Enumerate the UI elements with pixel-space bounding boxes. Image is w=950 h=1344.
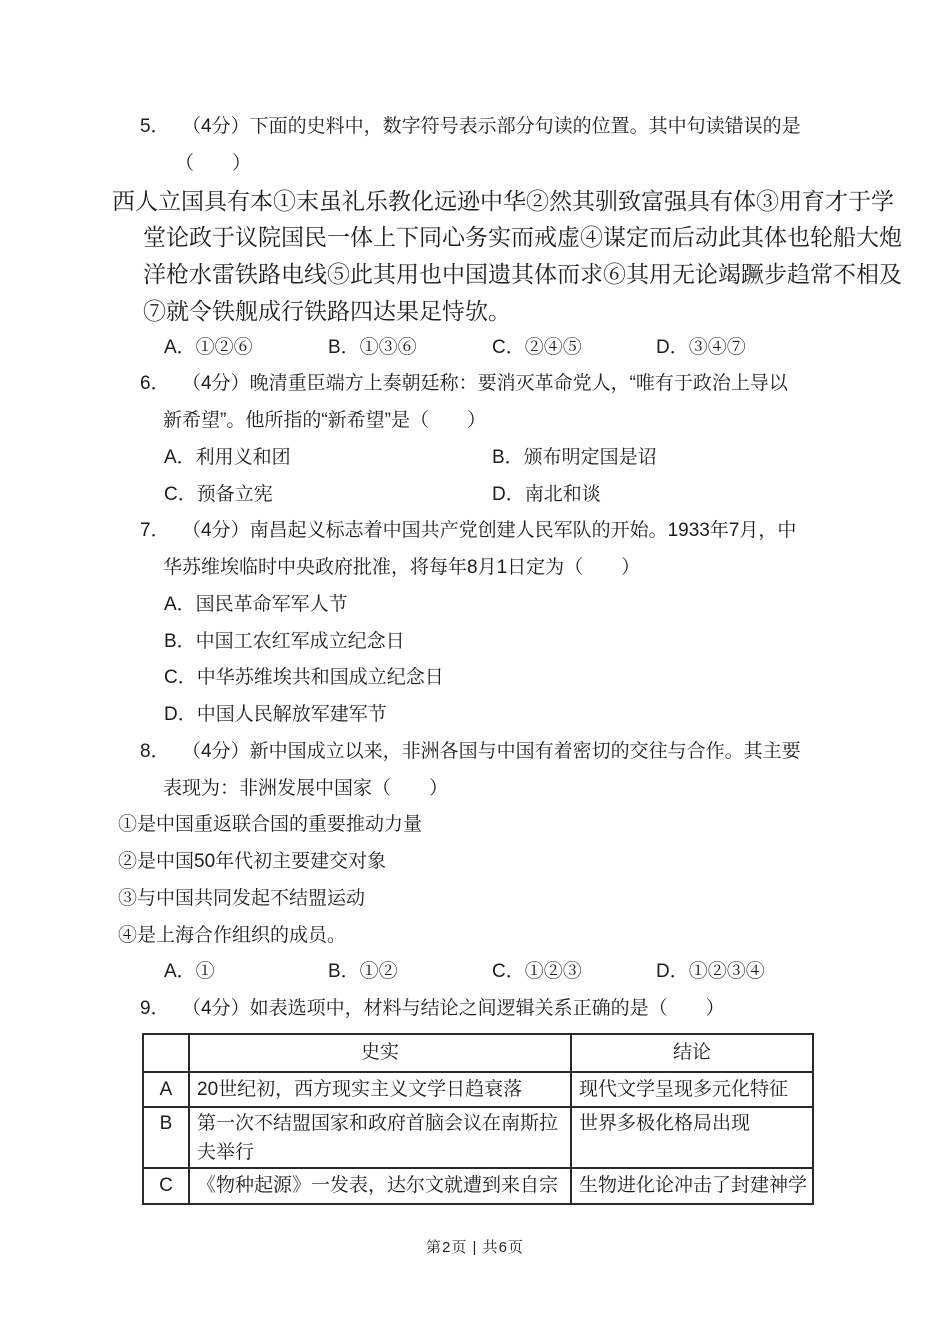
question-8-option-a: A．①: [164, 961, 215, 983]
table-row-c-label: C: [143, 1168, 189, 1204]
question-9-table: [142, 1033, 814, 1205]
table-row-b: [143, 1107, 813, 1168]
table-header-row: [143, 1034, 813, 1072]
table-row-c-fact: 《物种起源》一发表，达尔文就遭到来自宗: [189, 1168, 571, 1204]
question-6-number: 6．: [140, 373, 170, 395]
table-row-a: [143, 1072, 813, 1107]
page-footer: 第2页 | 共6页: [426, 1238, 524, 1256]
question-6-options-row-2: [164, 477, 950, 514]
question-7-option-c: C．中华苏维埃共和国成立纪念日: [164, 667, 444, 689]
question-5-material-line-1: 西人立国具有本①末虽礼乐教化远逊中华②然其驯致富强具有体③用育才于学: [112, 187, 894, 214]
question-6-option-d: D．南北和谈: [492, 483, 601, 505]
table-row-a-fact: 20世纪初，西方现实主义文学日趋衰落: [189, 1072, 571, 1107]
question-6-line-1: [140, 366, 950, 403]
question-8-option-c: C．①②③: [492, 961, 582, 983]
question-5-material-line-4: ⑦就令铁舰成行铁路四达果足恃欤。: [143, 297, 511, 324]
question-7-text: （4分）南昌起义标志着中国共产党创建人民军队的开始。1933年7月，中: [182, 520, 797, 542]
table-row-a-label: A: [143, 1072, 189, 1107]
question-6-line-2: 新希望”。他所指的“新希望”是（ ）: [163, 410, 486, 431]
question-5-line-1: [140, 109, 950, 146]
table-header-blank: [143, 1034, 189, 1072]
question-5-option-b: B．①③⑥: [328, 336, 417, 358]
question-7-option-a: A．国民革命军军人节: [164, 593, 348, 615]
question-7-number: 7．: [140, 520, 170, 542]
question-8-number: 8．: [140, 740, 170, 762]
question-6-option-b: B．颁布明定国是诏: [492, 446, 657, 468]
question-5-text: （4分）下面的史料中，数字符号表示部分句读的位置。其中句读错误的是: [182, 116, 801, 137]
table-row-b-label: B: [143, 1107, 189, 1168]
question-7-line-2: 华苏维埃临时中央政府批准，将每年8月1日定为（ ）: [163, 557, 641, 578]
question-8-statement-2: ②是中国50年代初主要建交对象: [118, 851, 387, 872]
question-5-answer-bracket: （ ）: [175, 152, 252, 174]
table-header-conclusion: 结论: [571, 1034, 813, 1072]
table-row-c-conclusion: 生物进化论冲击了封建神学: [571, 1168, 813, 1204]
question-9-number: 9．: [140, 998, 170, 1019]
question-6-text: （4分）晚清重臣端方上奏朝廷称：要消灭革命党人，“唯有于政治上导以: [182, 373, 788, 395]
question-6-option-a: A．利用义和团: [164, 446, 291, 468]
question-8-line-1: [140, 734, 950, 771]
question-9-text: （4分）如表选项中，材料与结论之间逻辑关系正确的是（ ）: [182, 998, 725, 1019]
question-5-options: [164, 330, 950, 367]
question-5-number: 5．: [140, 116, 170, 137]
question-5-option-a: A．①②⑥: [164, 336, 253, 358]
question-6-options-row-1: [164, 440, 950, 477]
question-5-option-c: C．②④⑤: [492, 336, 582, 358]
question-8-options: [164, 954, 950, 991]
question-9-line-1: [140, 991, 950, 1028]
question-8-option-b: B．①②: [328, 961, 398, 983]
question-8-line-2: 表现为：非洲发展中国家（ ）: [163, 777, 449, 799]
question-6-option-c: C．预备立宪: [164, 483, 273, 505]
table-row-c: [143, 1168, 813, 1204]
question-7-option-d: D．中国人民解放军建军节: [164, 704, 387, 725]
table-header-fact: 史实: [189, 1034, 571, 1072]
question-8-statement-1: ①是中国重返联合国的重要推动力量: [118, 814, 423, 836]
question-7-option-b: B．中国工农红军成立纪念日: [164, 630, 405, 652]
question-8-statement-3: ③与中国共同发起不结盟运动: [118, 887, 366, 909]
question-5-material-line-3: 洋枪水雷铁路电线⑤此其用也中国遗其体而求⑥其用无论竭蹶步趋常不相及: [143, 261, 902, 287]
question-7-line-1: [140, 513, 950, 550]
table-row-a-conclusion: 现代文学呈现多元化特征: [571, 1072, 813, 1107]
question-5-material-line-2: 堂论政于议院国民一体上下同心务实而戒虚④谋定而后动此其体也轮船大炮: [143, 224, 902, 251]
question-5-option-d: D．③④⑦: [656, 336, 746, 358]
question-8-statement-4: ④是上海合作组织的成员。: [118, 924, 347, 946]
question-8-text: （4分）新中国成立以来，非洲各国与中国有着密切的交往与合作。其主要: [182, 740, 801, 762]
question-8-option-d: D．①②③④: [656, 961, 765, 983]
table-row-b-conclusion: 世界多极化格局出现: [571, 1107, 813, 1168]
table-row-b-fact: 第一次不结盟国家和政府首脑会议在南斯拉夫举行: [189, 1107, 571, 1168]
